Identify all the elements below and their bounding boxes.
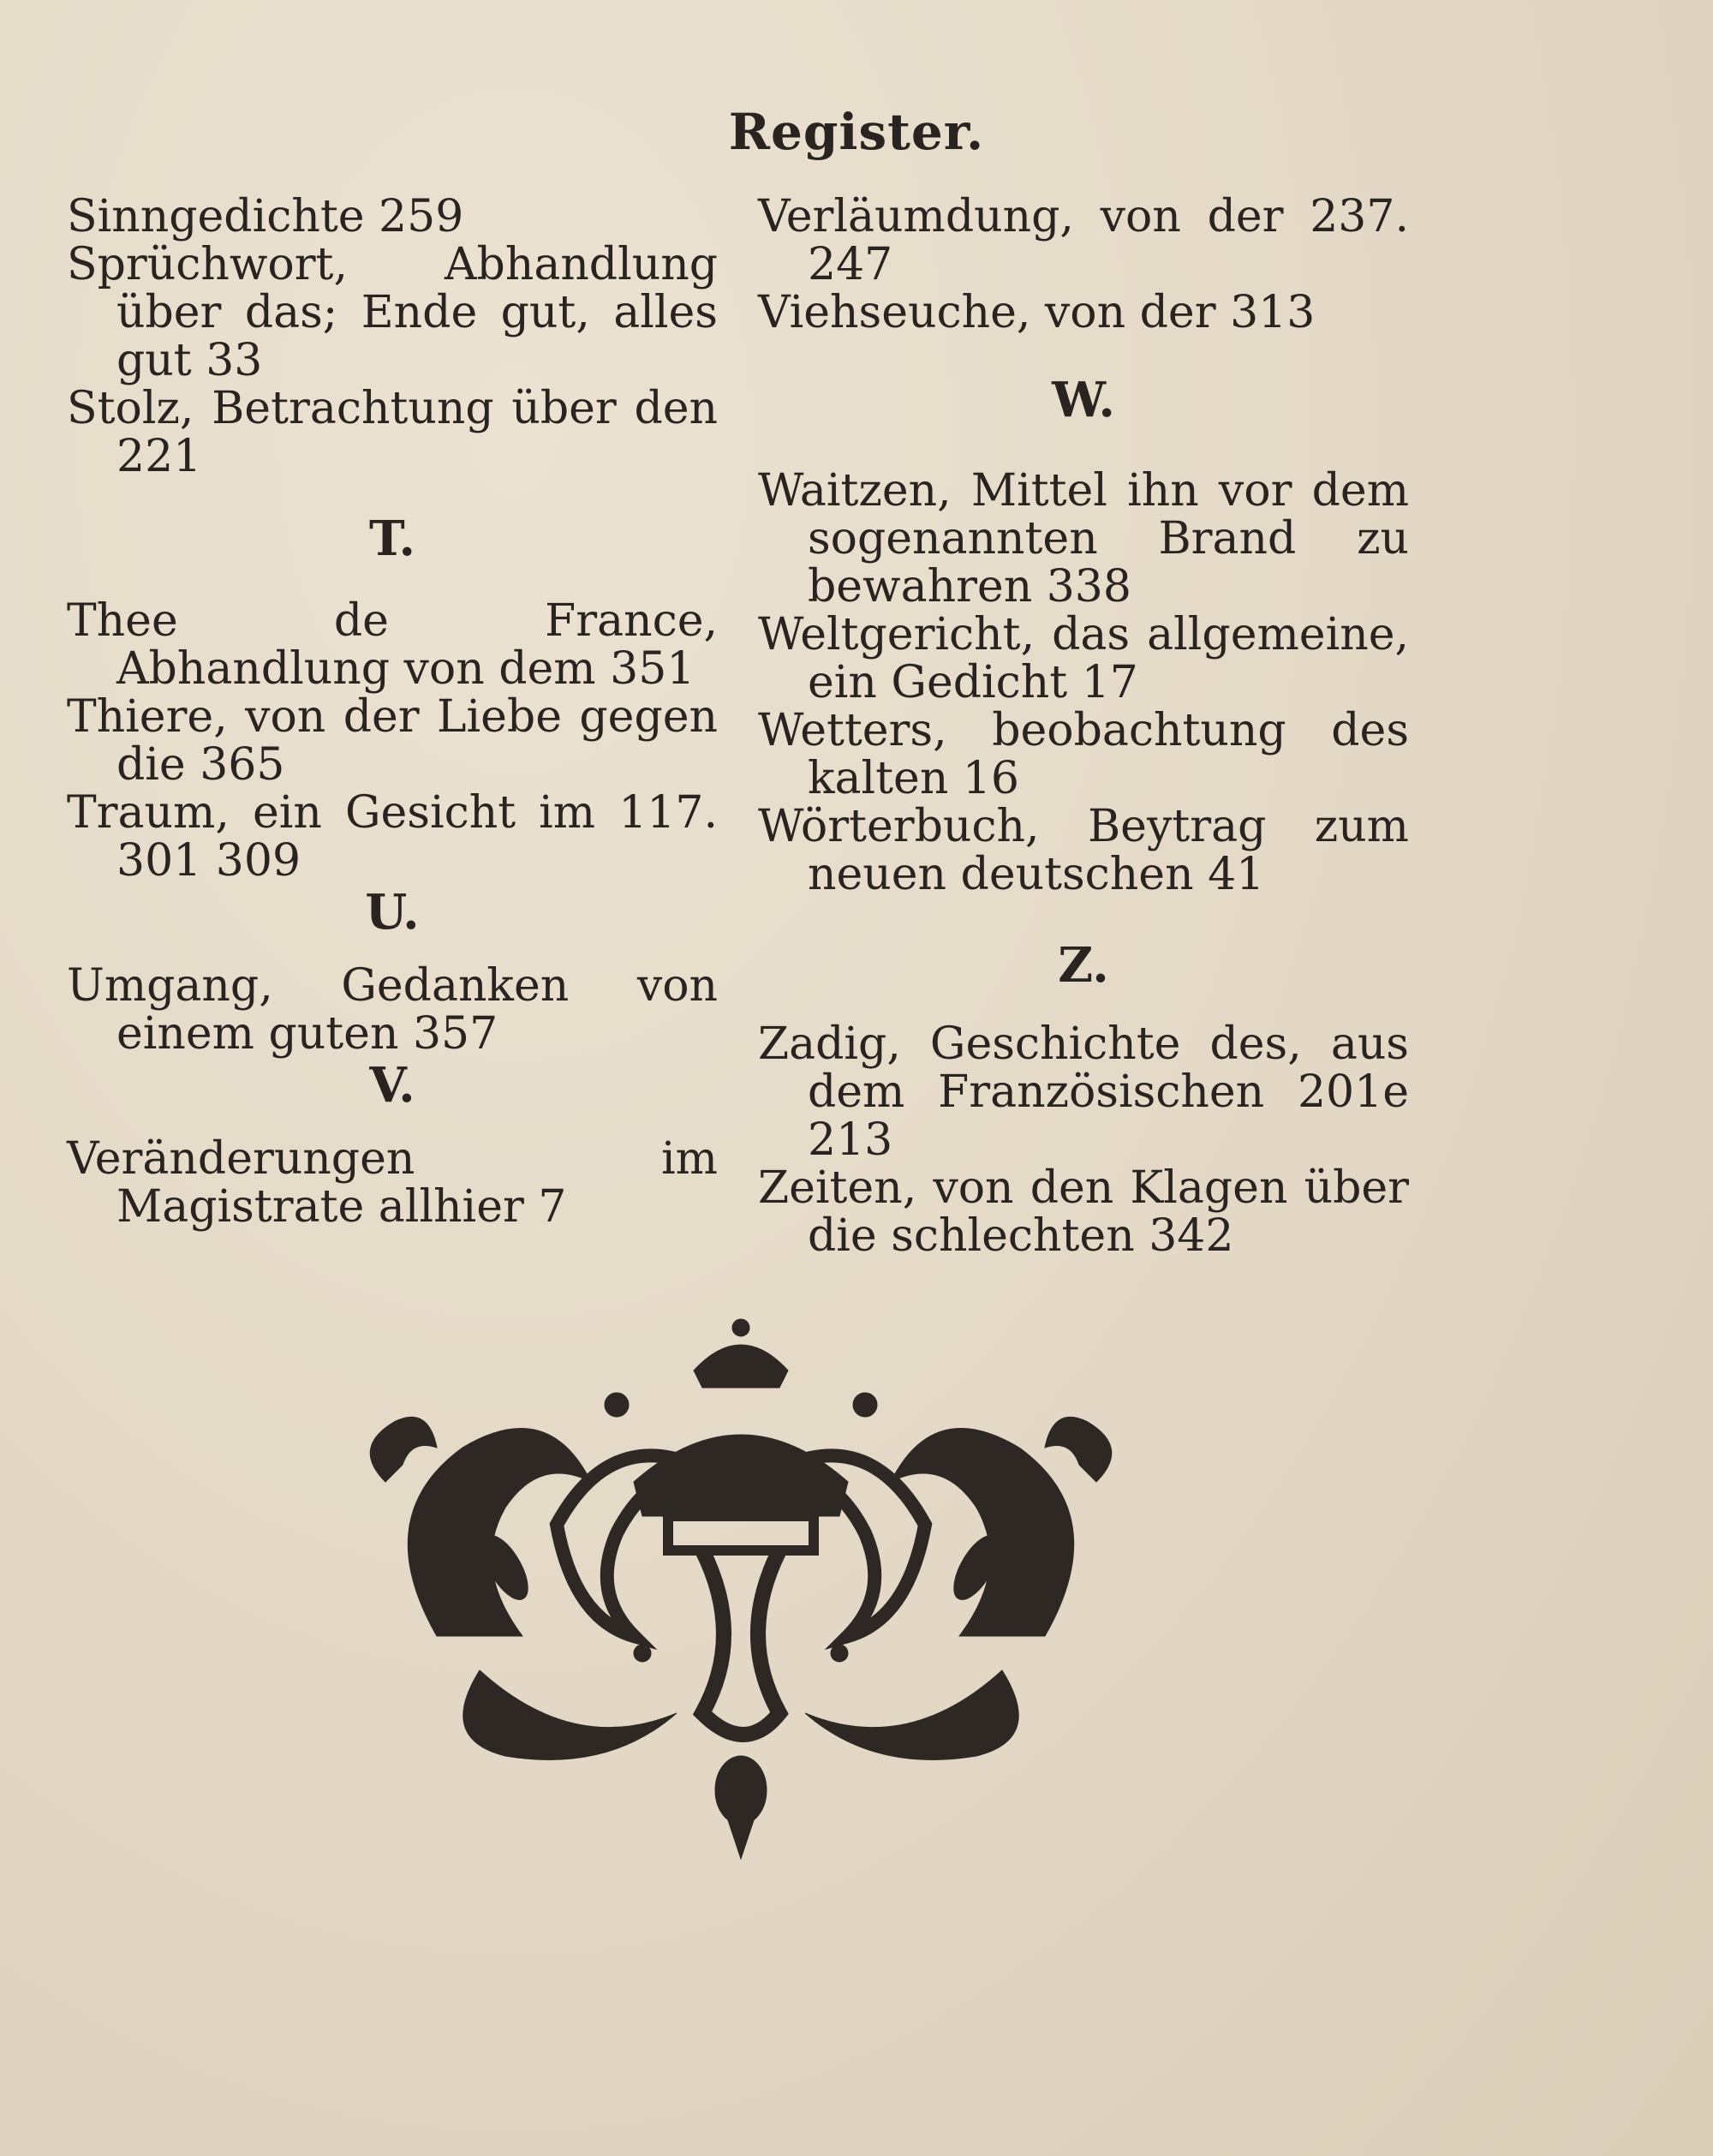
index-entry: Zadig, Geschichte des, aus dem Französischen 201e 213	[758, 1018, 1409, 1166]
index-entry: Wörterbuch, Beytrag zum neuen deutschen 41	[758, 801, 1409, 900]
index-entry: Weltgericht, das allgemeine, ein Gedicht 17	[758, 609, 1409, 708]
section-letter-v: V.	[369, 1057, 415, 1114]
index-entry: Umgang, Gedanken von einem guten 357	[67, 960, 718, 1060]
index-entry: Sprüchwort, Abhandlung über das; Ende gut, alles gut 33	[67, 239, 718, 386]
index-entry: Thiere, von der Liebe gegen die 365	[67, 691, 718, 791]
index-entry: Veränderungen im Magistrate allhier 7	[67, 1133, 718, 1233]
left-column	[67, 193, 718, 1231]
section-letter-u: U.	[365, 884, 420, 941]
index-entry: Traum, ein Gesicht im 117. 301 309	[67, 787, 718, 887]
index-entry: Verläumdung, von der 237. 247	[758, 191, 1409, 290]
baroque-vignette-ornament-icon	[334, 1311, 1148, 1876]
index-entry: Zeiten, von den Klagen über die schlechten 342	[758, 1162, 1409, 1262]
section-letter-w: W.	[1052, 372, 1115, 428]
index-entry: Wetters, beobachtung des kalten 16	[758, 705, 1409, 804]
index-entry: Waitzen, Mittel ihn vor dem sogenannten Brand zu bewahren 338	[758, 465, 1409, 612]
section-letter-z: Z.	[1058, 937, 1109, 994]
right-column	[758, 193, 1409, 1260]
section-letter-t: T.	[369, 511, 415, 567]
index-entry: Sinngedichte 259	[67, 191, 464, 242]
page-title: Register.	[728, 103, 985, 161]
index-entry: Stolz, Betrachtung über den 221	[67, 383, 718, 482]
index-entry: Thee de France, Abhandlung von dem 351	[67, 595, 718, 695]
index-entry: Viehseuche, von der 313	[758, 287, 1316, 338]
